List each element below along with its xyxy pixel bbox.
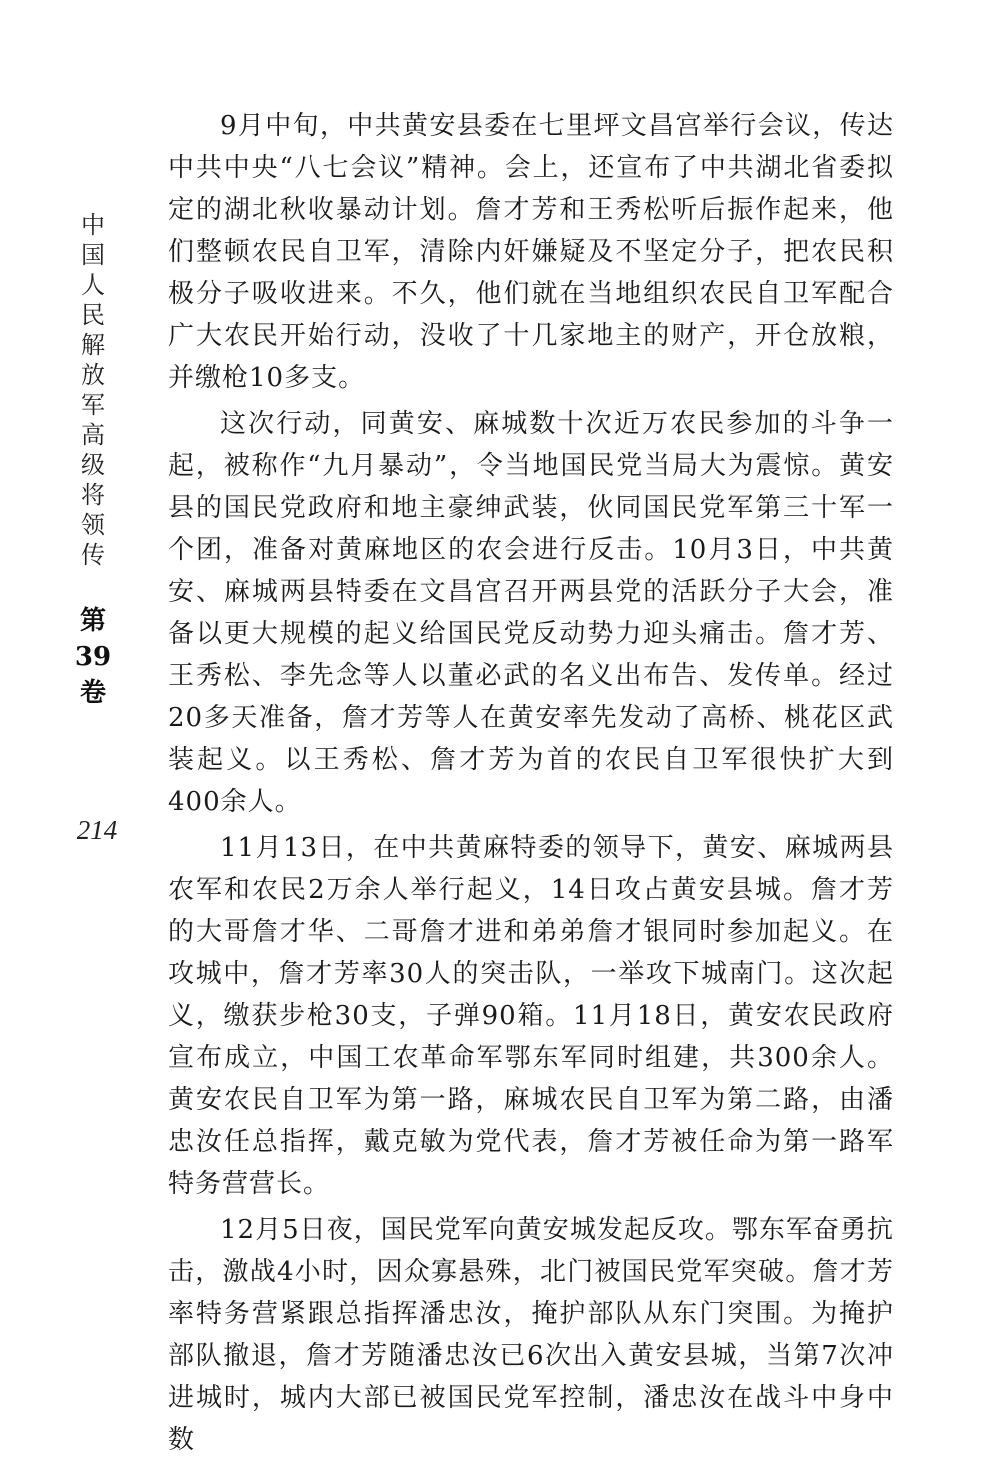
paragraph: 这次行动，同黄安、麻城数十次近万农民参加的斗争一起，被称作“九月暴动”，令当地国民党当局大为震惊。黄安县的国民党政府和地主豪绅武装，伙同国民党军第三十军一个团，准备对黄麻地区的农会进行反击。10月3日，中共黄安、麻城两县特委在文昌宫召开两县党的活跃分子大会，准备以更大规模的起义给国民党反动势力迎头痛击。詹才芳、王秀松、李先念等人以董必武的名义出布告、发传单。经过20多天准备，詹才芳等人在黄安率先发动了高桥、桃花区武装起义。以王秀松、詹才芳为首的农民自卫军很快扩大到400余人。 <box>168 409 894 817</box>
page-number: 214 <box>76 815 118 845</box>
volume-label <box>74 603 112 711</box>
volume-number: 39 <box>74 642 112 672</box>
paragraph: 11月13日，在中共黄麻特委的领导下，黄安、麻城两县农军和农民2万余人举行起义，14日攻占黄安县城。詹才芳的大哥詹才华、二哥詹才进和弟弟詹才银同时参加起义。在攻城中，詹才芳率30人的突击队，一举攻下城南门。这次起义，缴获步枪30支，子弹90箱。11月18日，黄安农民政府宣布成立，中国工农革命军鄂东军同时组建，共300余人。黄安农民自卫军为第一路，麻城农民自卫军为第二路，由潘忠汝任总指挥，戴克敏为党代表，詹才芳被任命为第一路军特务营营长。 <box>168 833 894 1199</box>
volume-suffix: 卷 <box>79 678 106 708</box>
paragraph: 9月中旬，中共黄安县委在七里坪文昌宫举行会议，传达中共中央“八七会议”精神。会上，还宣布了中共湖北省委拟定的湖北秋收暴动计划。詹才芳和王秀松听后振作起来，他们整顿农民自卫军，清除内奸嫌疑及不坚定分子，把农民积极分子吸收进来。不久，他们就在当地组织农民自卫军配合广大农民开始行动，没收了十几家地主的财产，开仓放粮，并缴枪10多支。 <box>168 111 894 393</box>
volume-prefix: 第 <box>79 606 106 636</box>
series-title: 中国人民解放军高级将领传 <box>81 211 105 569</box>
body-text <box>168 105 894 1465</box>
paragraph: 12月5日夜，国民党军向黄安城发起反攻。鄂东军奋勇抗击，激战4小时，因众寡悬殊，北门被国民党军突破。詹才芳率特务营紧跟总指挥潘忠汝，掩护部队从东门突围。为掩护部队撤退，詹才芳随潘忠汝已6次出入黄安县城，当第7次冲进城时，城内大部已被国民党军控制，潘忠汝在战斗中身中数 <box>168 1215 894 1455</box>
